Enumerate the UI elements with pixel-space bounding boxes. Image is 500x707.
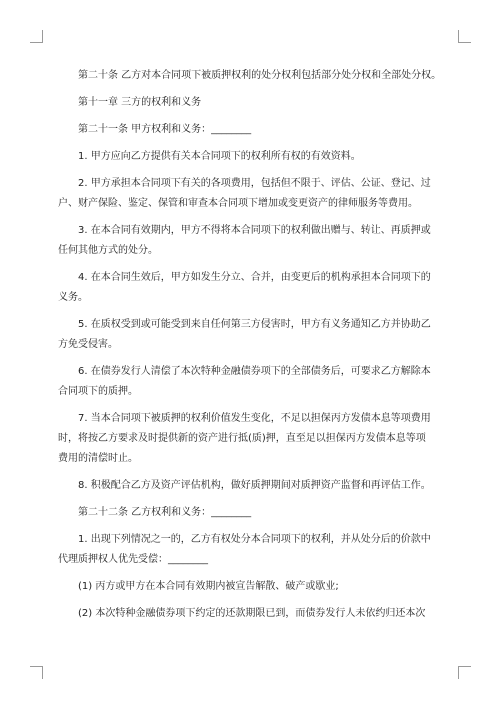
document-line: 时，将按乙方要求及时提供新的资产进行抵(质)押，直至足以担保丙方发债本息等项 xyxy=(58,433,426,444)
document-line: 费用的清偿时止。 xyxy=(58,453,138,464)
document-line: 5. 在质权受到或可能受到来自任何第三方侵害时，甲方有义务通知乙方并协助乙 xyxy=(78,319,431,330)
document-line: 代理质押权人优先受偿：________ xyxy=(58,554,208,565)
document-line: 义务。 xyxy=(58,292,88,303)
document-line: 7. 当本合同项下被质押的权利价值发生变化，不足以担保丙方发债本息等项费用 xyxy=(78,413,431,424)
document-line: 第十一章 三方的权利和义务 xyxy=(78,97,202,108)
document-line: 任何其他方式的处分。 xyxy=(58,245,158,256)
crop-mark-bottom-left xyxy=(30,666,43,679)
document-line: 第二十条 乙方对本合同项下被质押权利的处分权利包括部分处分权和全部处分权。 xyxy=(78,70,442,81)
document-line: 3. 在本合同有效期内，甲方不得将本合同项下的权利做出赠与、转让、再质押或 xyxy=(78,225,431,236)
document-line: 户、财产保险、鉴定、保管和审查本合同项下增加或变更资产的律师服务等费用。 xyxy=(58,198,418,209)
document-line: 方免受侵害。 xyxy=(58,339,118,350)
crop-mark-bottom-right xyxy=(458,666,471,679)
document-line: 8. 积极配合乙方及资产评估机构，做好质押期间对质押资产监督和再评估工作。 xyxy=(78,480,431,491)
document-line: 1. 甲方应向乙方提供有关本合同项下的权利所有权的有效资料。 xyxy=(78,151,361,162)
document-line: (2) 本次特种金融债券项下约定的还款期限已到，而债券发行人未依约归还本次 xyxy=(78,608,426,619)
document-line: 6. 在债券发行人清偿了本次特种金融债券项下的全部债务后，可要求乙方解除本 xyxy=(78,366,431,377)
document-line: 第二十二条 乙方权利和义务：________ xyxy=(78,507,252,518)
document-line: 1. 出现下列情况之一的，乙方有权处分本合同项下的权利，并从处分后的价款中 xyxy=(78,534,431,545)
crop-mark-top-right xyxy=(458,30,471,43)
document-line: 合同项下的质押。 xyxy=(58,386,138,397)
document-line: 4. 在本合同生效后，甲方如发生分立、合并，由变更后的机构承担本合同项下的 xyxy=(78,272,431,283)
document-line: 第二十一条 甲方权利和义务：________ xyxy=(78,124,252,135)
document-line: (1) 丙方或甲方在本合同有效期内被宣告解散、破产或歇业; xyxy=(78,581,339,592)
document-body xyxy=(58,66,450,624)
crop-mark-top-left xyxy=(30,30,43,43)
document-line: 2. 甲方承担本合同项下有关的各项费用，包括但不限于、评估、公证、登记、过 xyxy=(78,178,431,189)
